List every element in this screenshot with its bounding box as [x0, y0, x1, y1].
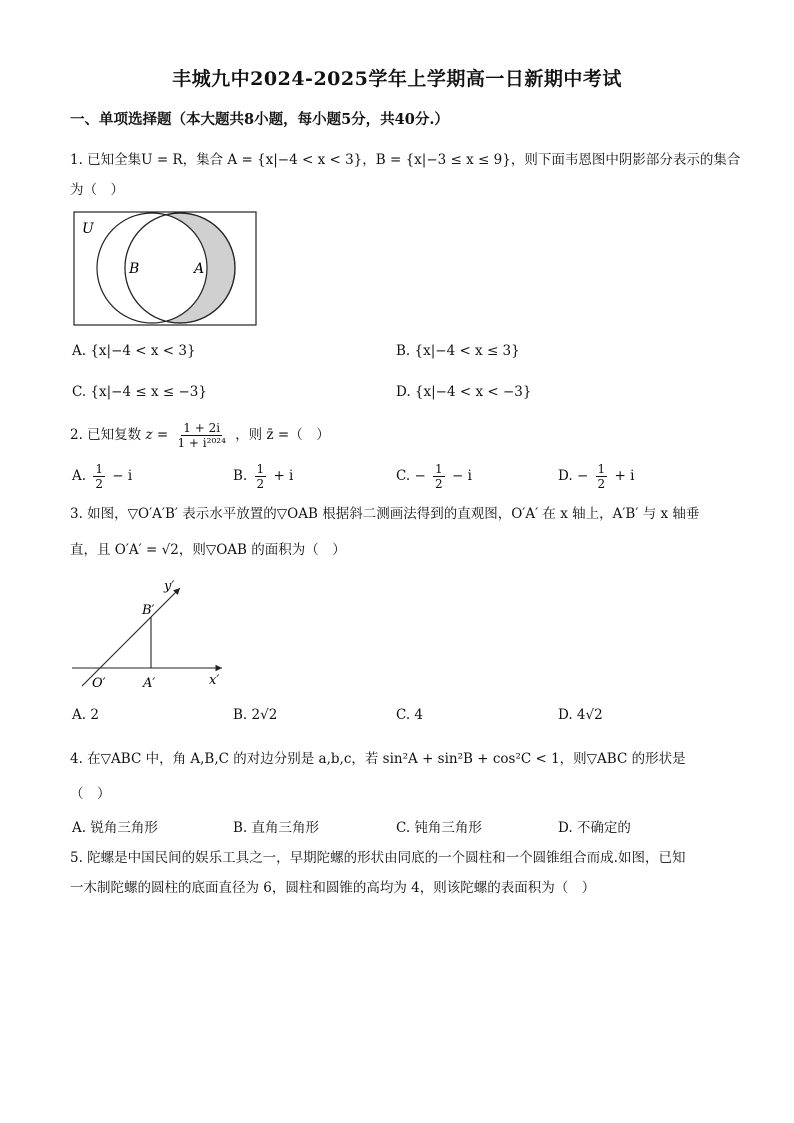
q1-option-d[interactable]: D. {x|−4 < x < −3}	[396, 384, 532, 400]
q2-denominator: 1 + i²⁰²⁴	[177, 436, 226, 450]
q1-option-b[interactable]: B. {x|−4 < x ≤ 3}	[396, 343, 520, 359]
question-2	[70, 420, 330, 450]
q2-option-a[interactable]: A. $\frac{1}{2}$ − i	[72, 462, 133, 491]
set-a-label: A	[194, 261, 205, 277]
q4-option-c[interactable]: C. 钝角三角形	[396, 820, 482, 836]
q2-option-b[interactable]: B. $\frac{1}{2}$ + i	[233, 462, 294, 491]
q2-numerator: 1 + 2i	[183, 421, 221, 435]
q2-option-d[interactable]: D. − $\frac{1}{2}$ + i	[558, 462, 635, 491]
q1-option-a[interactable]: A. {x|−4 < x < 3}	[72, 343, 196, 359]
q3-option-c[interactable]: C. 4	[396, 707, 424, 723]
question-5-line-2: 一木制陀螺的圆柱的底面直径为 6，圆柱和圆锥的高均为 4，则该陀螺的表面积为（ ）	[70, 880, 596, 896]
y-axis	[82, 588, 180, 686]
set-b-label: B	[129, 261, 140, 277]
question-5-line-1: 5. 陀螺是中国民间的娱乐工具之一，早期陀螺的形状由同底的一个圆柱和一个圆锥组合而成.如图，已知	[70, 850, 686, 866]
question-1-line-2: 为（ ）	[70, 182, 124, 198]
q2-option-c[interactable]: C. − $\frac{1}{2}$ − i	[396, 462, 472, 491]
x-axis-label: x′	[209, 673, 220, 688]
question-3-line-1: 3. 如图，▽O′A′B′ 表示水平放置的▽OAB 根据斜二测画法得到的直观图，O′A′ 在 x 轴上，A′B′ 与 x 轴垂	[70, 506, 700, 522]
page-title: 丰城九中2024-2025学年上学期高一日新期中考试	[172, 68, 622, 90]
universe-label: U	[82, 221, 94, 237]
q4-option-a[interactable]: A. 锐角三角形	[72, 820, 158, 836]
q4-option-b[interactable]: B. 直角三角形	[233, 820, 320, 836]
q4-option-d[interactable]: D. 不确定的	[558, 820, 631, 836]
question-4-line-2: （ ）	[70, 786, 111, 802]
oblique-projection-figure	[70, 574, 230, 692]
q2-fraction	[175, 421, 227, 450]
q2-z: z =	[145, 427, 169, 443]
q3-option-b[interactable]: B. 2√2	[233, 707, 278, 723]
question-4-line-1: 4. 在▽ABC 中，角 A,B,C 的对边分别是 a,b,c，若 sin²A + sin²B + cos²C < 1，则▽ABC 的形状是	[70, 751, 686, 767]
section-heading: 一、单项选择题（本大题共8小题，每小题5分，共40分.）	[70, 111, 449, 128]
q2-prefix: 2. 已知复数	[70, 427, 142, 443]
q3-option-d[interactable]: D. 4√2	[558, 707, 603, 723]
point-a-label: A′	[143, 676, 156, 691]
y-axis-label: y′	[164, 579, 175, 594]
q2-suffix: ，则 z̄ =（ ）	[235, 427, 330, 443]
q1-option-c[interactable]: C. {x|−4 ≤ x ≤ −3}	[72, 384, 207, 400]
question-3-line-2: 直，且 O′A′ = √2，则▽OAB 的面积为（ ）	[70, 542, 346, 558]
point-o-label: O′	[92, 676, 106, 691]
venn-diagram	[73, 211, 257, 327]
question-1-line-1: 1. 已知全集U = R，集合 A = {x|−4 < x < 3}，B = {x|−3 ≤ x ≤ 9}，则下面韦恩图中阴影部分表示的集合	[70, 152, 741, 168]
q3-option-a[interactable]: A. 2	[72, 707, 99, 723]
point-b-label: B′	[142, 603, 155, 618]
